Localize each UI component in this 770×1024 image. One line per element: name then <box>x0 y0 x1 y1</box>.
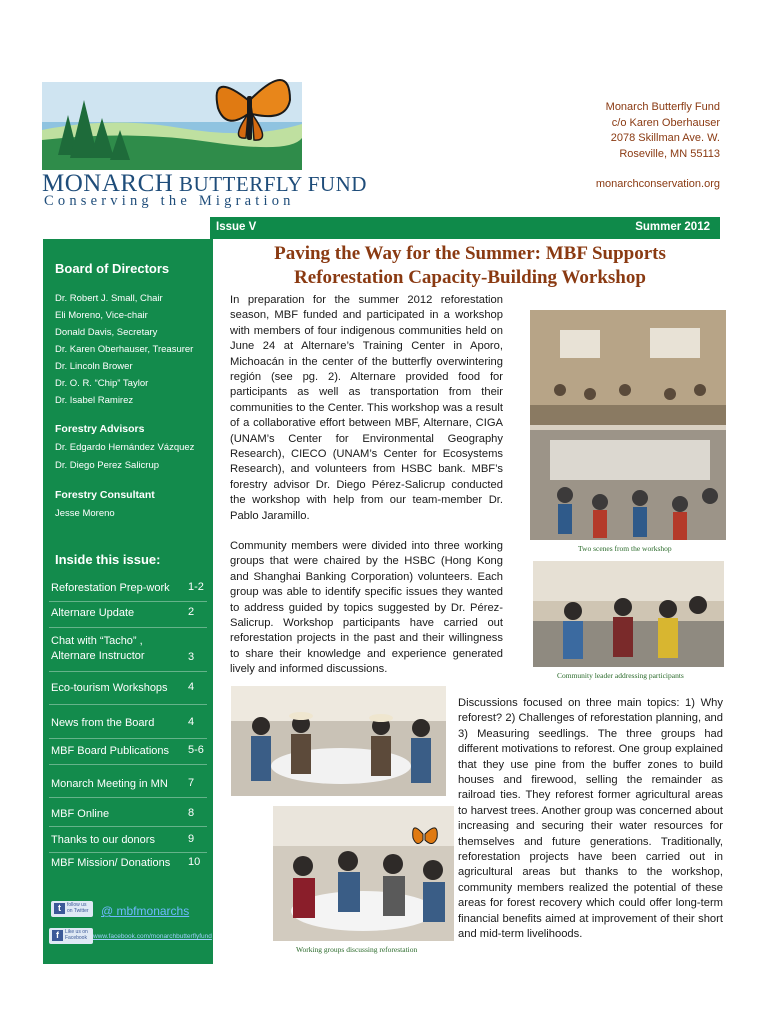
facebook-icon: f <box>52 930 63 941</box>
board-member: Eli Moreno, Vice-chair <box>55 310 148 321</box>
monarch-butterfly-fund-logo <box>40 60 310 180</box>
forestry-advisor: Dr. Edgardo Hernández Vázquez <box>55 442 195 453</box>
toc-page: 3 <box>188 651 195 663</box>
facebook-badge[interactable] <box>49 928 93 944</box>
tagline: Conserving the Migration <box>44 193 295 209</box>
headline-line: Paving the Way for the Summer: MBF Supports <box>274 243 666 264</box>
twitter-badge[interactable] <box>51 901 93 917</box>
toc-item[interactable]: News from the Board <box>51 717 155 729</box>
toc-page: 9 <box>188 833 195 845</box>
toc-divider <box>49 852 207 853</box>
website-link[interactable]: monarchconservation.org <box>595 178 720 190</box>
board-member: Donald Davis, Secretary <box>55 327 158 338</box>
toc-divider <box>49 797 207 798</box>
article-headline <box>230 242 710 290</box>
photo-caption: Working groups discussing reforestation <box>296 945 418 954</box>
address-line: 2078 Skillman Ave. W. <box>610 132 720 144</box>
issue-number: Issue V <box>216 221 257 233</box>
forestry-consultant-title: Forestry Consultant <box>55 489 155 501</box>
address-line: c/o Karen Oberhauser <box>611 116 720 129</box>
toc-page: 4 <box>188 681 195 693</box>
toc-page: 7 <box>188 777 195 789</box>
board-member: Dr. Robert J. Small, Chair <box>55 293 163 304</box>
board-member: Dr. Karen Oberhauser, Treasurer <box>55 344 194 355</box>
toc-item[interactable]: Eco-tourism Workshops <box>51 682 168 694</box>
photo-caption: Two scenes from the workshop <box>578 544 672 553</box>
photo-caption: Community leader addressing participants <box>557 671 684 680</box>
issue-season: Summer 2012 <box>635 221 710 233</box>
facebook-badge-text: Like us on Facebook <box>65 929 88 941</box>
address-line: Roseville, MN 55113 <box>619 147 720 160</box>
headline-line: Reforestation Capacity-Building Workshop <box>294 267 646 288</box>
sidebar <box>43 239 213 964</box>
address-line: Monarch Butterfly Fund <box>605 101 720 113</box>
article-paragraph: In preparation for the summer 2012 reforestation season, MBF funded and participated in a workshop with members of four indigenous communities held on June 24 at Alternare’s Training Center in Aporo, Michoacán in the center of the butterfly overwintering región (see pg. 2). Alternare provided food for participants as well as transportation from their communities to the Center. This workshop was a result of a collaborative effort between MBF, Alternare, CIGA (UNAM’s Center for Environmental Geography Research), CIECO (UNAM’s Center for Ecosystems Research), and volunteers from HSBC bank. MBF’s forestry advisor Dr. Diego Pérez-Salicrup conducted the workshop with help from our team-member Dr. Pablo Jaramillo. <box>230 294 503 522</box>
board-member: Dr. Lincoln Brower <box>55 361 133 372</box>
toc-item[interactable]: Chat with “Tacho” , Alternare Instructor <box>51 635 145 662</box>
toc-divider <box>49 671 207 672</box>
workshop-photo-1 <box>530 310 726 540</box>
toc-divider <box>49 627 207 628</box>
toc-page: 2 <box>188 606 195 618</box>
toc-divider <box>49 601 207 602</box>
facebook-link[interactable]: www.facebook.com/monarchbutterflyfund <box>93 933 212 940</box>
twitter-icon: t <box>54 903 65 914</box>
toc-page: 8 <box>188 807 195 819</box>
forestry-consultant: Jesse Moreno <box>55 508 115 519</box>
toc-item[interactable]: Reforestation Prep-work <box>51 582 170 594</box>
article-paragraph: Community members were divided into three working groups that were chaired by the HSBC (Hong Kong and Shanghai Banking Corporation) volunteers. Each group was able to identify specific issues they wanted to address guided by topics suggested by Dr. Pérez-Salicrup. Workshop participants have carried out reforestation projects in the past and their willingness to share their knowledge and experience generated lively and informed discussions. <box>230 540 503 676</box>
twitter-handle-link[interactable]: @ mbfmonarchs <box>101 904 190 918</box>
workshop-photo-2 <box>533 561 724 667</box>
toc-item[interactable]: Alternare Update <box>51 607 135 619</box>
toc-item[interactable]: Monarch Meeting in MN <box>51 778 168 790</box>
toc-divider <box>49 738 207 739</box>
org-name-first: MONARCH <box>42 170 174 197</box>
toc-divider <box>49 826 207 827</box>
board-member: Dr. O. R. “Chip” Taylor <box>55 378 149 389</box>
workshop-photo-4 <box>273 806 454 941</box>
toc-page: 10 <box>188 856 201 868</box>
article-paragraph: Discussions focused on three main topics: 1) Why reforest? 2) Challenges of reforestation planning, and 3) Measuring seedlings. The three groups had different motivations to reforest. One group explained that they use pine from the buffer zones to build houses and firewood, selling the remainder as railroad ties. They reforest former agricultural areas to harvest trees. Another group was concerned about increasing and securing their water resources for themselves and future generations. Traditionally, reforestation projects have been carried out in agricultural areas but thanks to the workshop, community members realized the potential of these areas for forest recovery which could offer long-term financial benefits aimed at improvement of their short and mid-term livelihoods. <box>458 697 723 941</box>
forestry-advisor: Dr. Diego Perez Salicrup <box>55 460 160 471</box>
workshop-photo-3 <box>231 686 446 796</box>
twitter-badge-text: follow us on Twitter <box>67 902 89 914</box>
toc-item[interactable]: Thanks to our donors <box>51 834 155 846</box>
toc-item[interactable]: MBF Online <box>51 808 110 820</box>
toc-item[interactable]: MBF Board Publications <box>51 745 169 757</box>
board-member: Dr. Isabel Ramirez <box>55 395 134 406</box>
issue-bar <box>210 217 720 239</box>
org-name-rest: BUTTERFLY FUND <box>173 172 367 196</box>
forestry-advisors-title: Forestry Advisors <box>55 423 145 435</box>
toc-item[interactable]: MBF Mission/ Donations <box>51 857 171 869</box>
toc-page: 1-2 <box>188 581 204 593</box>
board-title: Board of Directors <box>55 261 170 276</box>
toc-page: 5-6 <box>188 744 204 756</box>
mailing-address <box>606 100 720 162</box>
inside-issue-title: Inside this issue: <box>55 552 161 567</box>
toc-page: 4 <box>188 716 195 728</box>
toc-divider <box>49 704 207 705</box>
toc-divider <box>49 764 207 765</box>
